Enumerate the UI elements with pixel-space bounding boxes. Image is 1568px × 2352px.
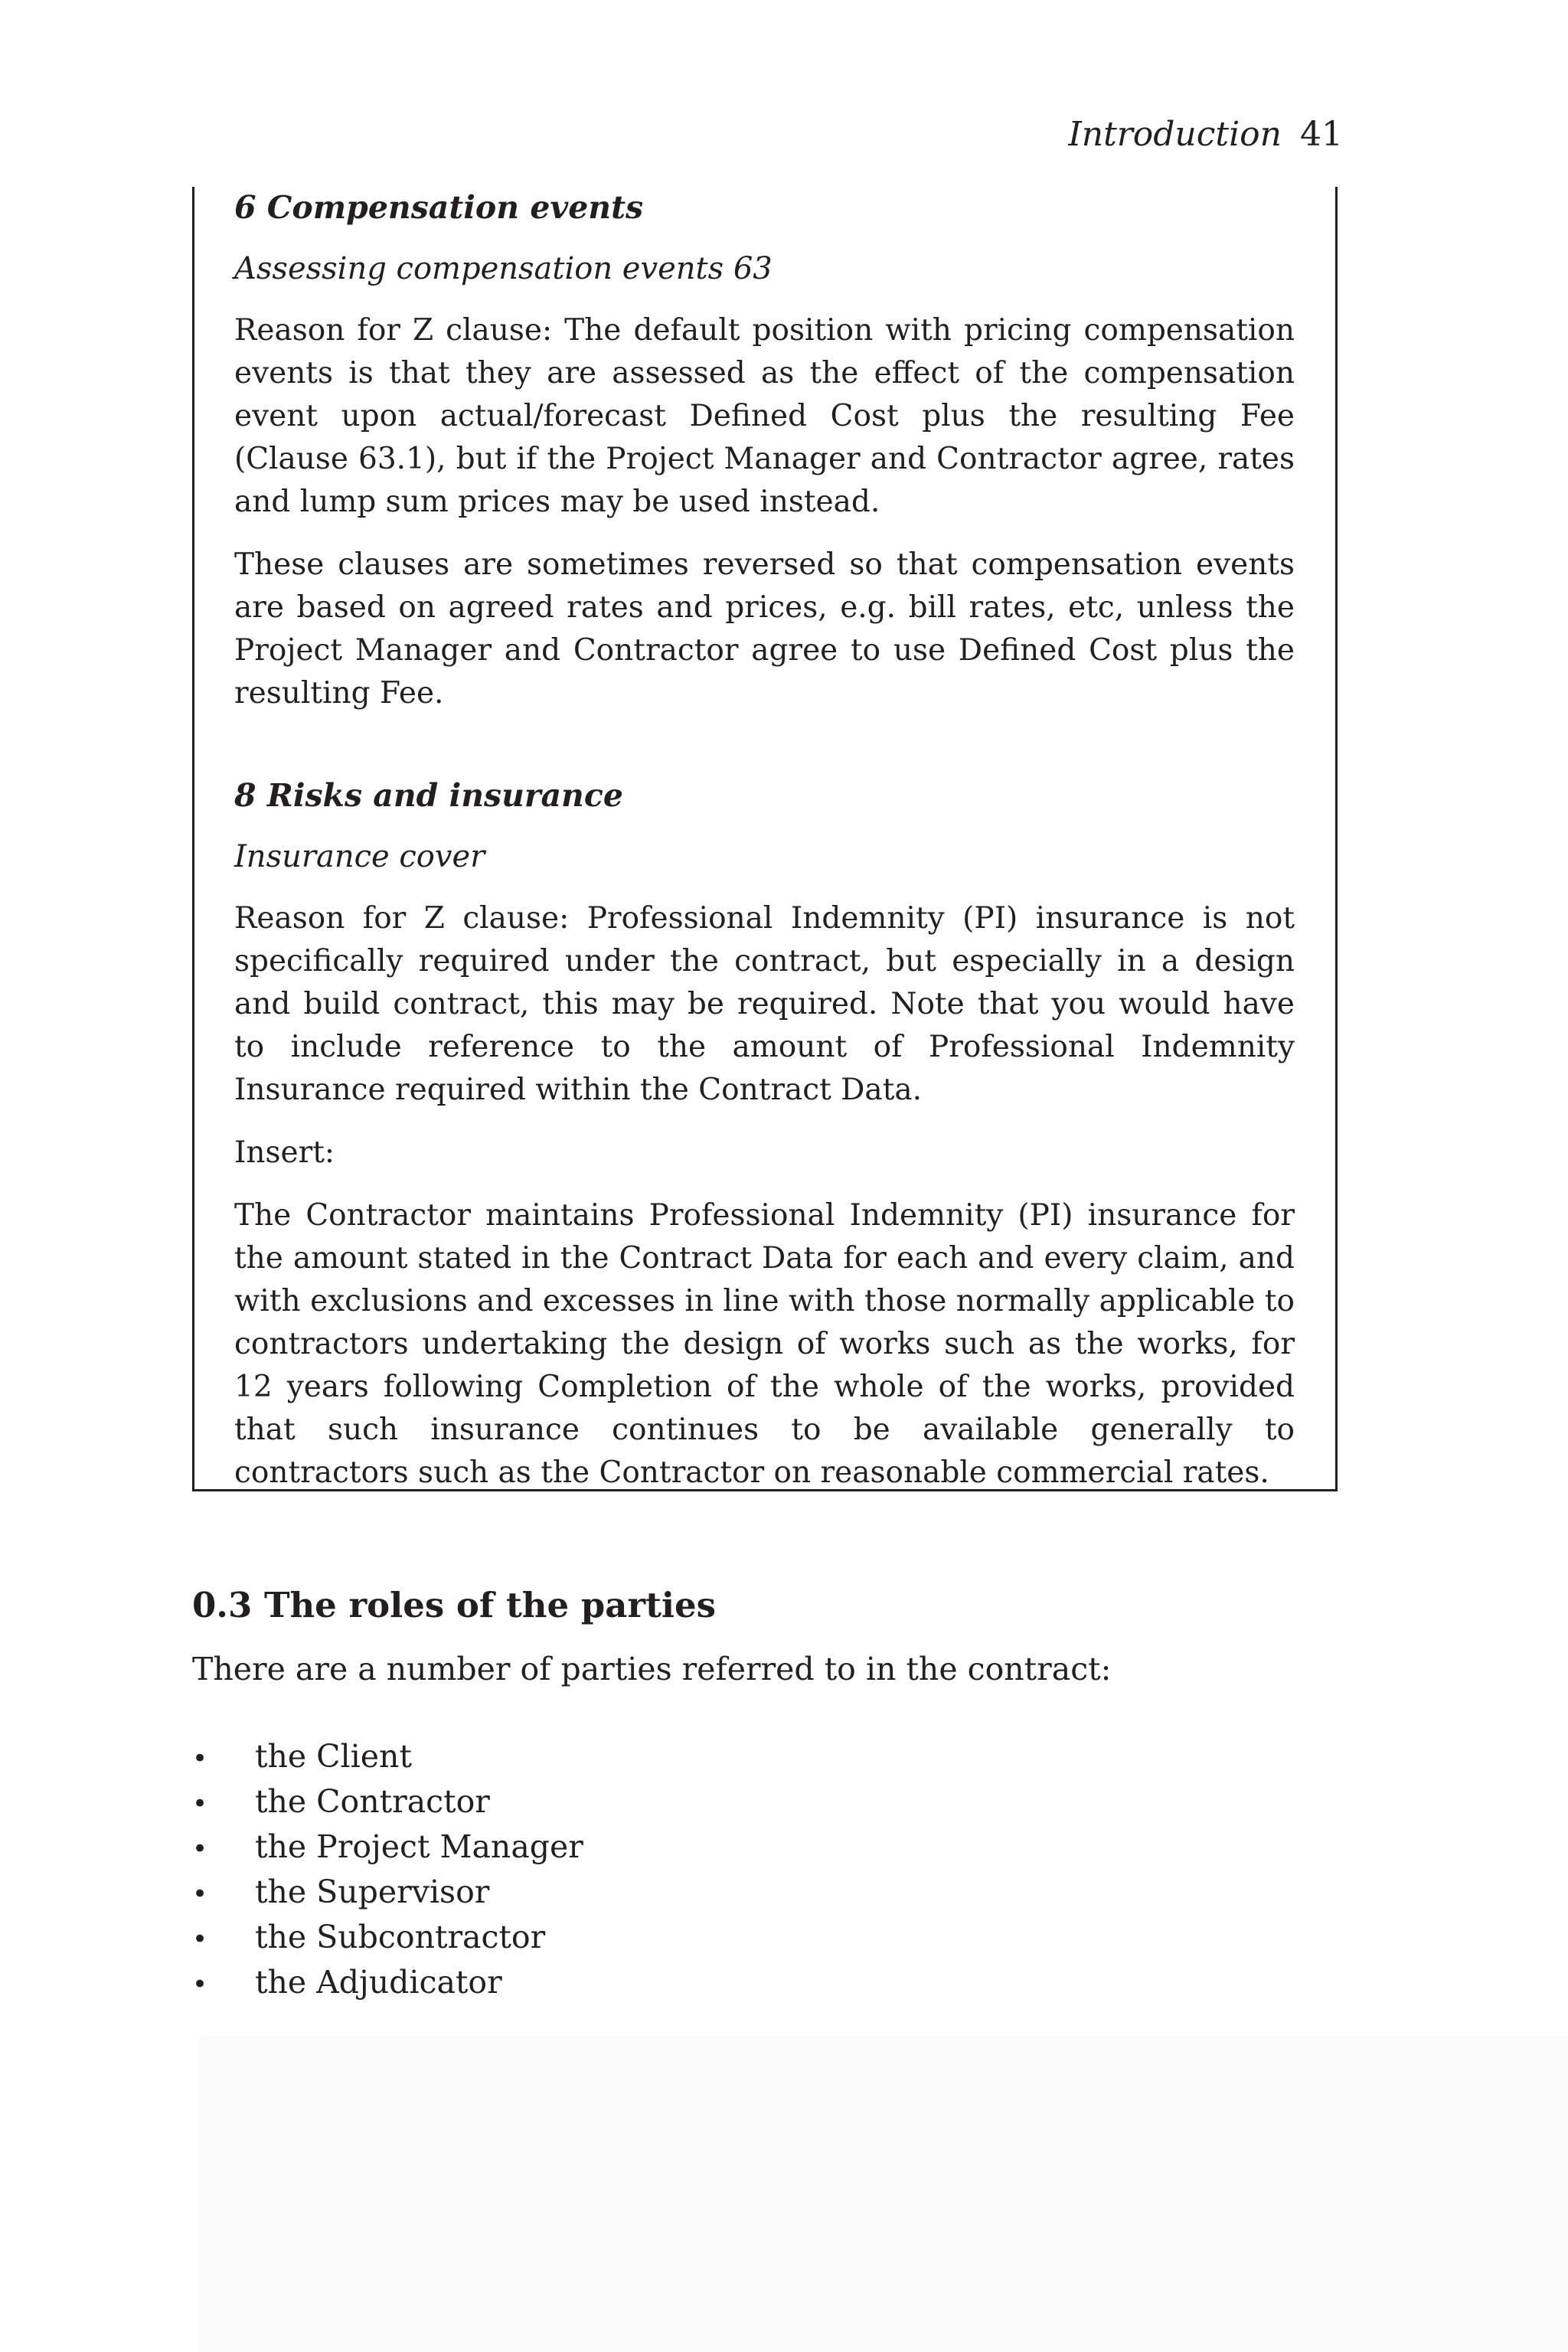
z-section-heading: 6 Compensation events bbox=[234, 189, 644, 226]
list-item bbox=[192, 1780, 583, 1825]
list-item bbox=[192, 1916, 583, 1961]
list-item bbox=[192, 1825, 583, 1870]
bullet-icon: • bbox=[192, 1969, 208, 2000]
bullet-icon: • bbox=[192, 1924, 208, 1955]
z-section-subheading: Assessing compensation events 63 bbox=[234, 251, 773, 286]
bullet-icon: • bbox=[192, 1743, 208, 1774]
z-clause-box bbox=[192, 187, 1338, 1491]
z-paragraph: These clauses are sometimes reversed so that compensation events are based on agreed rates and prices, e.g. bill rates, etc, unless the Project Manager and Contractor agree to use Defined Cost plus the resulting Fee. bbox=[234, 547, 1295, 710]
bullet-icon: • bbox=[192, 1879, 208, 1909]
list-item bbox=[192, 1870, 583, 1916]
party-name: the Subcontractor bbox=[255, 1919, 546, 1955]
running-head bbox=[1068, 115, 1343, 154]
z-section-heading: 8 Risks and insurance bbox=[234, 777, 623, 814]
party-name: the Client bbox=[255, 1738, 412, 1775]
party-name: the Supervisor bbox=[255, 1873, 490, 1910]
section-intro: There are a number of parties referred to in the contract: bbox=[192, 1651, 1112, 1687]
z-paragraph: Insert: bbox=[234, 1135, 335, 1170]
z-section-subheading: Insurance cover bbox=[234, 839, 485, 874]
z-paragraph: The Contractor maintains Professional Indemnity (PI) insurance for the amount stated in the Contract Data for each and every claim, and with exclusions and excesses in line with those normally applicable to contractors undertaking the design of works such as the works, for 12 years following Completion of the whole of the works, provided that such insurance continues to be available generally to contractors such as the Contractor on reasonable commercial rates. bbox=[234, 1198, 1295, 1490]
z-section-compensation-events bbox=[234, 187, 1295, 715]
z-paragraph: Reason for Z clause: The default position with pricing compensation events is that they are assessed as the effect of the compensation event upon actual/forecast Defined Cost plus the resulting Fee (Clause 63.1), but if the Project Manager and Contractor agree, rates and lump sum prices may be used instead. bbox=[234, 313, 1295, 519]
list-item bbox=[192, 1735, 583, 1780]
party-name: the Project Manager bbox=[255, 1828, 583, 1865]
z-paragraph: Reason for Z clause: Professional Indemnity (PI) insurance is not specifically required under the contract, but especially in a design and build contract, this may be required. Note that you would have to include reference to the amount of Professional Indemnity Insurance required within the Contract Data. bbox=[234, 901, 1295, 1107]
running-head-chapter: Introduction bbox=[1068, 115, 1282, 154]
list-item bbox=[192, 1961, 583, 2006]
page-background-tint bbox=[198, 2037, 1568, 2352]
parties-list bbox=[192, 1735, 583, 2006]
z-section-risks-insurance bbox=[234, 775, 1295, 1494]
bullet-icon: • bbox=[192, 1834, 208, 1864]
section-heading: 0.3 The roles of the parties bbox=[192, 1585, 716, 1625]
party-name: the Adjudicator bbox=[255, 1964, 502, 2001]
party-name: the Contractor bbox=[255, 1783, 490, 1820]
bullet-icon: • bbox=[192, 1788, 208, 1819]
page-number: 41 bbox=[1300, 115, 1343, 154]
